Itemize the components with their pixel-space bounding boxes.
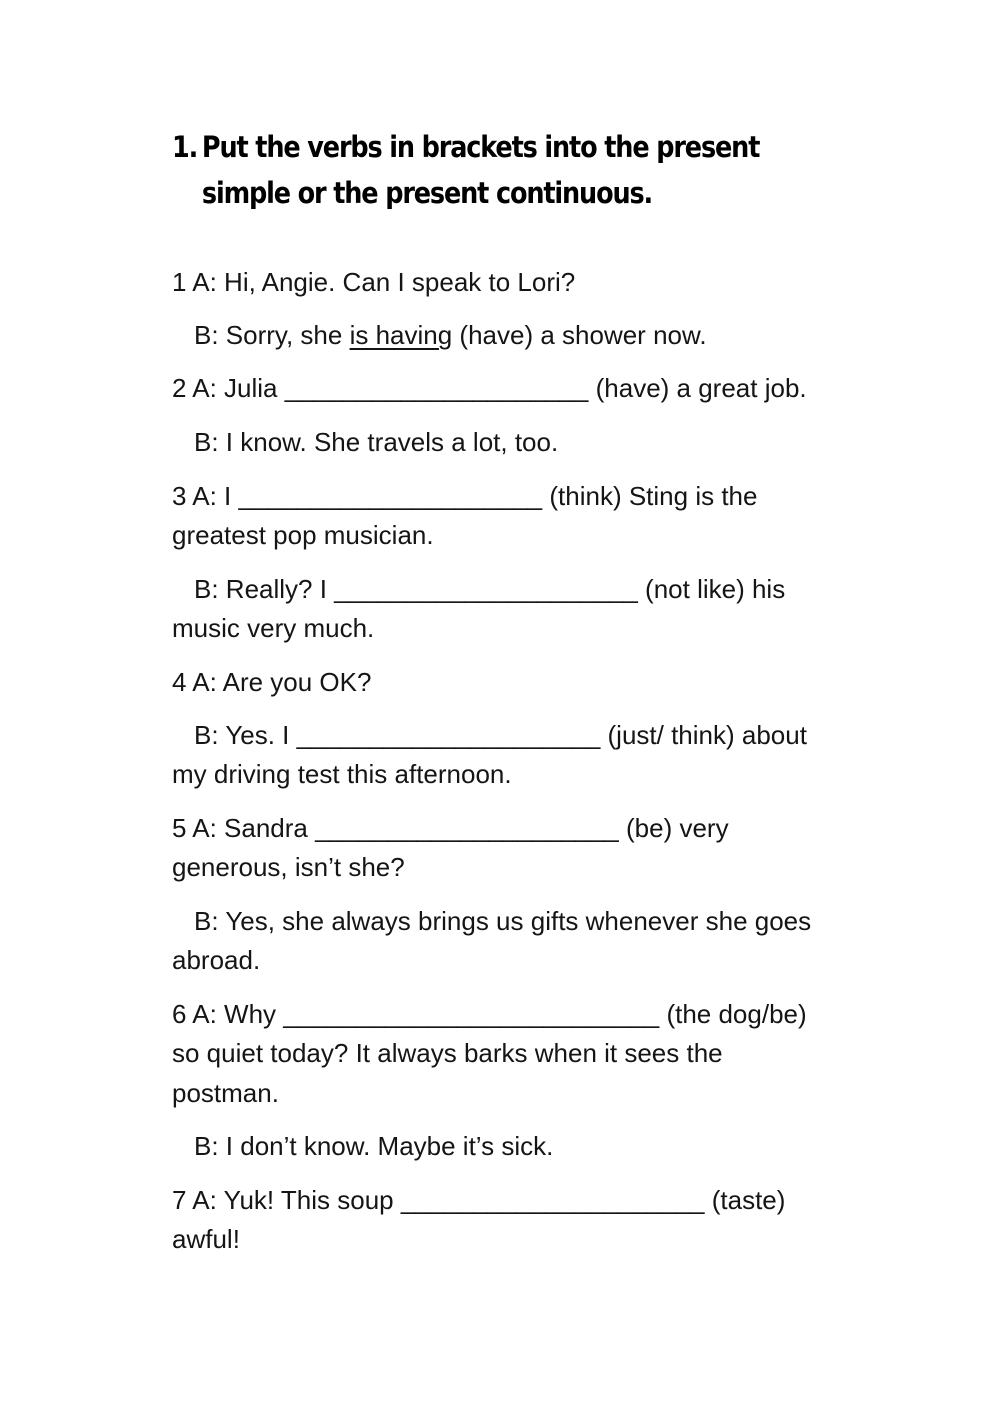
item-3-response-line-1: B: Really? I _____________________ (not like) his <box>194 574 786 604</box>
exercise-heading <box>172 124 788 216</box>
item-1-example-answer-line <box>194 315 707 355</box>
item-1-question: 1 A: Hi, Angie. Can I speak to Lori? <box>172 267 576 297</box>
item-5-question-line-1: 5 A: Sandra _____________________ (be) very <box>172 813 729 843</box>
item-3-question-line-2: greatest pop musician. <box>172 520 434 550</box>
item-6-question-line-3: postman. <box>172 1078 279 1108</box>
item-4-response-line-1: B: Yes. I _____________________ (just/ think) about <box>194 720 807 750</box>
item-2-question: 2 A: Julia _____________________ (have) a great job. <box>172 373 807 403</box>
item-5-response-line-1: B: Yes, she always brings us gifts whenever she goes <box>194 906 812 936</box>
item-6-question-line-1: 6 A: Why __________________________ (the dog/be) <box>172 999 807 1029</box>
exercise-instruction-line-2: simple or the present continuous. <box>201 176 653 210</box>
item-2-response: B: I know. She travels a lot, too. <box>194 427 559 457</box>
exercise-number: 1. <box>172 130 198 164</box>
item-7-question-line-2: awful! <box>172 1224 240 1254</box>
item-3-response-line-2: music very much. <box>172 613 375 643</box>
item-6-question-line-2: so quiet today? It always barks when it sees the <box>172 1038 723 1068</box>
item-4-question: 4 A: Are you OK? <box>172 667 372 697</box>
item-1-example-answer: is having <box>349 320 453 350</box>
item-3-question-line-1: 3 A: I _____________________ (think) Sting is the <box>172 481 758 511</box>
item-6-response: B: I don’t know. Maybe it’s sick. <box>194 1131 554 1161</box>
item-5-response-line-2: abroad. <box>172 945 261 975</box>
item-4-response-line-2: my driving test this afternoon. <box>172 759 512 789</box>
item-5-question-line-2: generous, isn’t she? <box>172 852 405 882</box>
item-7-question-line-1: 7 A: Yuk! This soup _____________________ (taste) <box>172 1185 786 1215</box>
item-1-answer-prefix: B: Sorry, she <box>194 320 350 350</box>
exercise-instruction-line-1: Put the verbs in brackets into the present <box>201 130 760 164</box>
item-1-answer-suffix: (have) a shower now. <box>452 320 707 350</box>
